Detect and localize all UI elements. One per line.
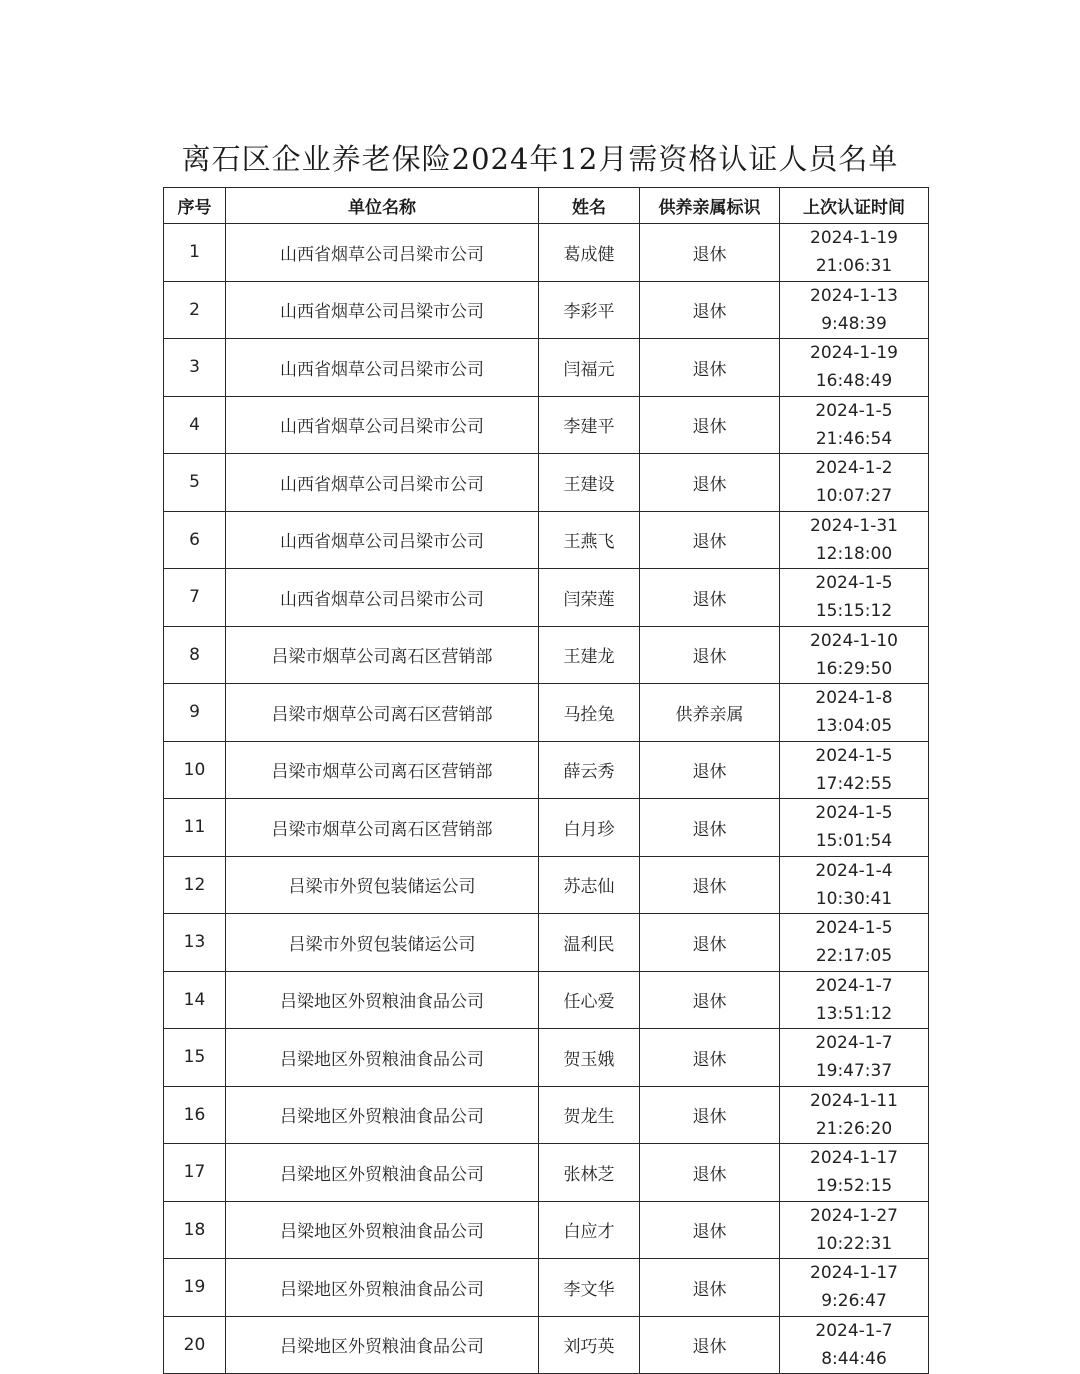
serial-no-cell: 6 [164,511,226,569]
dependent-flag-cell: 退休 [640,1201,780,1259]
certification-date: 2024-1-5 [815,400,893,421]
unit-name-cell: 吕梁地区外贸粮油食品公司 [226,1144,539,1202]
header-last-certification-time: 上次认证时间 [780,188,929,224]
unit-name-cell: 吕梁地区外贸粮油食品公司 [226,971,539,1029]
certification-date: 2024-1-5 [815,745,893,766]
certification-date: 2024-1-7 [815,975,893,996]
table-row [164,971,929,1029]
certification-clock-time: 8:44:46 [821,1348,887,1369]
certification-date: 2024-1-19 [810,228,898,249]
certification-clock-time: 13:51:12 [815,1003,893,1024]
certification-clock-time: 10:22:31 [815,1233,893,1254]
table-row [164,281,929,339]
last-certification-time-cell [780,569,929,627]
serial-no-cell: 17 [164,1144,226,1202]
certification-date: 2024-1-17 [810,1263,898,1284]
certification-clock-time: 13:04:05 [815,716,893,737]
certification-date: 2024-1-10 [810,630,898,651]
certification-clock-time: 10:30:41 [815,888,893,909]
dependent-flag-cell: 退休 [640,396,780,454]
last-certification-time-cell [780,1029,929,1087]
table-row [164,626,929,684]
person-name-cell: 王建设 [539,454,640,512]
person-name-cell: 王建龙 [539,626,640,684]
last-certification-time-cell [780,741,929,799]
table-header-row [164,188,929,224]
serial-no-cell: 12 [164,856,226,914]
certification-clock-time: 10:07:27 [815,486,893,507]
person-name-cell: 温利民 [539,914,640,972]
serial-no-cell: 8 [164,626,226,684]
last-certification-time-cell [780,626,929,684]
certification-clock-time: 19:52:15 [815,1176,893,1197]
last-certification-time-cell [780,856,929,914]
last-certification-time-cell [780,1144,929,1202]
unit-name-cell: 山西省烟草公司吕梁市公司 [226,511,539,569]
certification-date: 2024-1-5 [815,918,893,939]
person-name-cell: 李建平 [539,396,640,454]
table-row [164,684,929,742]
person-name-cell: 贺玉娥 [539,1029,640,1087]
unit-name-cell: 吕梁市烟草公司离石区营销部 [226,799,539,857]
header-person-name: 姓名 [539,188,640,224]
certification-date: 2024-1-31 [810,515,898,536]
dependent-flag-cell: 退休 [640,971,780,1029]
dependent-flag-cell: 退休 [640,856,780,914]
dependent-flag-cell: 退休 [640,1259,780,1317]
serial-no-cell: 4 [164,396,226,454]
table-body [164,224,929,1374]
dependent-flag-cell: 退休 [640,914,780,972]
table-row [164,1316,929,1374]
last-certification-time-cell [780,224,929,282]
serial-no-cell: 1 [164,224,226,282]
person-name-cell: 闫福元 [539,339,640,397]
certification-clock-time: 21:46:54 [815,428,893,449]
person-name-cell: 薛云秀 [539,741,640,799]
dependent-flag-cell: 退休 [640,511,780,569]
certification-clock-time: 15:01:54 [815,831,893,852]
header-unit-name: 单位名称 [226,188,539,224]
serial-no-cell: 16 [164,1086,226,1144]
certification-date: 2024-1-5 [815,803,893,824]
dependent-flag-cell: 退休 [640,569,780,627]
table-row [164,1259,929,1317]
unit-name-cell: 山西省烟草公司吕梁市公司 [226,396,539,454]
unit-name-cell: 吕梁市烟草公司离石区营销部 [226,626,539,684]
unit-name-cell: 吕梁市烟草公司离石区营销部 [226,684,539,742]
person-name-cell: 李彩平 [539,281,640,339]
table-row [164,511,929,569]
person-name-cell: 王燕飞 [539,511,640,569]
last-certification-time-cell [780,396,929,454]
table-row [164,569,929,627]
person-name-cell: 贺龙生 [539,1086,640,1144]
certification-clock-time: 15:15:12 [815,601,893,622]
table-row [164,396,929,454]
last-certification-time-cell [780,339,929,397]
certification-clock-time: 16:29:50 [815,658,893,679]
table-row [164,224,929,282]
person-name-cell: 刘巧英 [539,1316,640,1374]
last-certification-time-cell [780,684,929,742]
certification-clock-time: 21:06:31 [815,256,893,277]
serial-no-cell: 15 [164,1029,226,1087]
dependent-flag-cell: 退休 [640,799,780,857]
last-certification-time-cell [780,1086,929,1144]
certification-date: 2024-1-5 [815,573,893,594]
last-certification-time-cell [780,281,929,339]
unit-name-cell: 山西省烟草公司吕梁市公司 [226,569,539,627]
certification-clock-time: 17:42:55 [815,773,893,794]
certification-date: 2024-1-8 [815,688,893,709]
dependent-flag-cell: 退休 [640,224,780,282]
header-dependent-flag: 供养亲属标识 [640,188,780,224]
person-name-cell: 张林芝 [539,1144,640,1202]
dependent-flag-cell: 退休 [640,281,780,339]
certification-date: 2024-1-27 [810,1205,898,1226]
certification-date: 2024-1-7 [815,1033,893,1054]
serial-no-cell: 20 [164,1316,226,1374]
unit-name-cell: 山西省烟草公司吕梁市公司 [226,339,539,397]
certification-date: 2024-1-4 [815,860,893,881]
serial-no-cell: 2 [164,281,226,339]
unit-name-cell: 吕梁地区外贸粮油食品公司 [226,1259,539,1317]
dependent-flag-cell: 退休 [640,1086,780,1144]
serial-no-cell: 3 [164,339,226,397]
person-name-cell: 闫荣莲 [539,569,640,627]
certification-date: 2024-1-17 [810,1148,898,1169]
person-name-cell: 葛成健 [539,224,640,282]
last-certification-time-cell [780,511,929,569]
unit-name-cell: 吕梁市外贸包装储运公司 [226,856,539,914]
certification-date: 2024-1-19 [810,343,898,364]
serial-no-cell: 5 [164,454,226,512]
unit-name-cell: 吕梁地区外贸粮油食品公司 [226,1201,539,1259]
serial-no-cell: 11 [164,799,226,857]
person-name-cell: 任心爱 [539,971,640,1029]
table-row [164,914,929,972]
unit-name-cell: 山西省烟草公司吕梁市公司 [226,224,539,282]
serial-no-cell: 7 [164,569,226,627]
dependent-flag-cell: 供养亲属 [640,684,780,742]
last-certification-time-cell [780,971,929,1029]
certification-clock-time: 22:17:05 [815,946,893,967]
table-row [164,1029,929,1087]
certification-date: 2024-1-11 [810,1090,898,1111]
table-row [164,799,929,857]
serial-no-cell: 13 [164,914,226,972]
serial-no-cell: 18 [164,1201,226,1259]
unit-name-cell: 吕梁地区外贸粮油食品公司 [226,1029,539,1087]
person-name-cell: 马拴兔 [539,684,640,742]
dependent-flag-cell: 退休 [640,626,780,684]
dependent-flag-cell: 退休 [640,339,780,397]
last-certification-time-cell [780,454,929,512]
person-name-cell: 李文华 [539,1259,640,1317]
last-certification-time-cell [780,1201,929,1259]
unit-name-cell: 吕梁市外贸包装储运公司 [226,914,539,972]
person-name-cell: 白月珍 [539,799,640,857]
certification-clock-time: 9:48:39 [821,313,887,334]
certification-clock-time: 21:26:20 [815,1118,893,1139]
certification-clock-time: 12:18:00 [815,543,893,564]
table-row [164,1086,929,1144]
document-title: 离石区企业养老保险2024年12月需资格认证人员名单 [181,142,899,176]
serial-no-cell: 9 [164,684,226,742]
person-name-cell: 苏志仙 [539,856,640,914]
unit-name-cell: 吕梁地区外贸粮油食品公司 [226,1086,539,1144]
unit-name-cell: 吕梁地区外贸粮油食品公司 [226,1316,539,1374]
table-row [164,1201,929,1259]
certification-clock-time: 9:26:47 [821,1291,887,1312]
person-name-cell: 白应才 [539,1201,640,1259]
personnel-table [163,187,929,1374]
unit-name-cell: 吕梁市烟草公司离石区营销部 [226,741,539,799]
certification-clock-time: 16:48:49 [815,371,893,392]
last-certification-time-cell [780,914,929,972]
table-row [164,1144,929,1202]
table-row [164,741,929,799]
table-row [164,856,929,914]
certification-date: 2024-1-7 [815,1320,893,1341]
certification-clock-time: 19:47:37 [815,1061,893,1082]
certification-date: 2024-1-2 [815,458,893,479]
last-certification-time-cell [780,1259,929,1317]
unit-name-cell: 山西省烟草公司吕梁市公司 [226,454,539,512]
serial-no-cell: 14 [164,971,226,1029]
last-certification-time-cell [780,1316,929,1374]
table-row [164,339,929,397]
header-serial-no: 序号 [164,188,226,224]
dependent-flag-cell: 退休 [640,1029,780,1087]
table-row [164,454,929,512]
certification-date: 2024-1-13 [810,285,898,306]
dependent-flag-cell: 退休 [640,1144,780,1202]
dependent-flag-cell: 退休 [640,741,780,799]
serial-no-cell: 10 [164,741,226,799]
serial-no-cell: 19 [164,1259,226,1317]
dependent-flag-cell: 退休 [640,454,780,512]
unit-name-cell: 山西省烟草公司吕梁市公司 [226,281,539,339]
dependent-flag-cell: 退休 [640,1316,780,1374]
last-certification-time-cell [780,799,929,857]
